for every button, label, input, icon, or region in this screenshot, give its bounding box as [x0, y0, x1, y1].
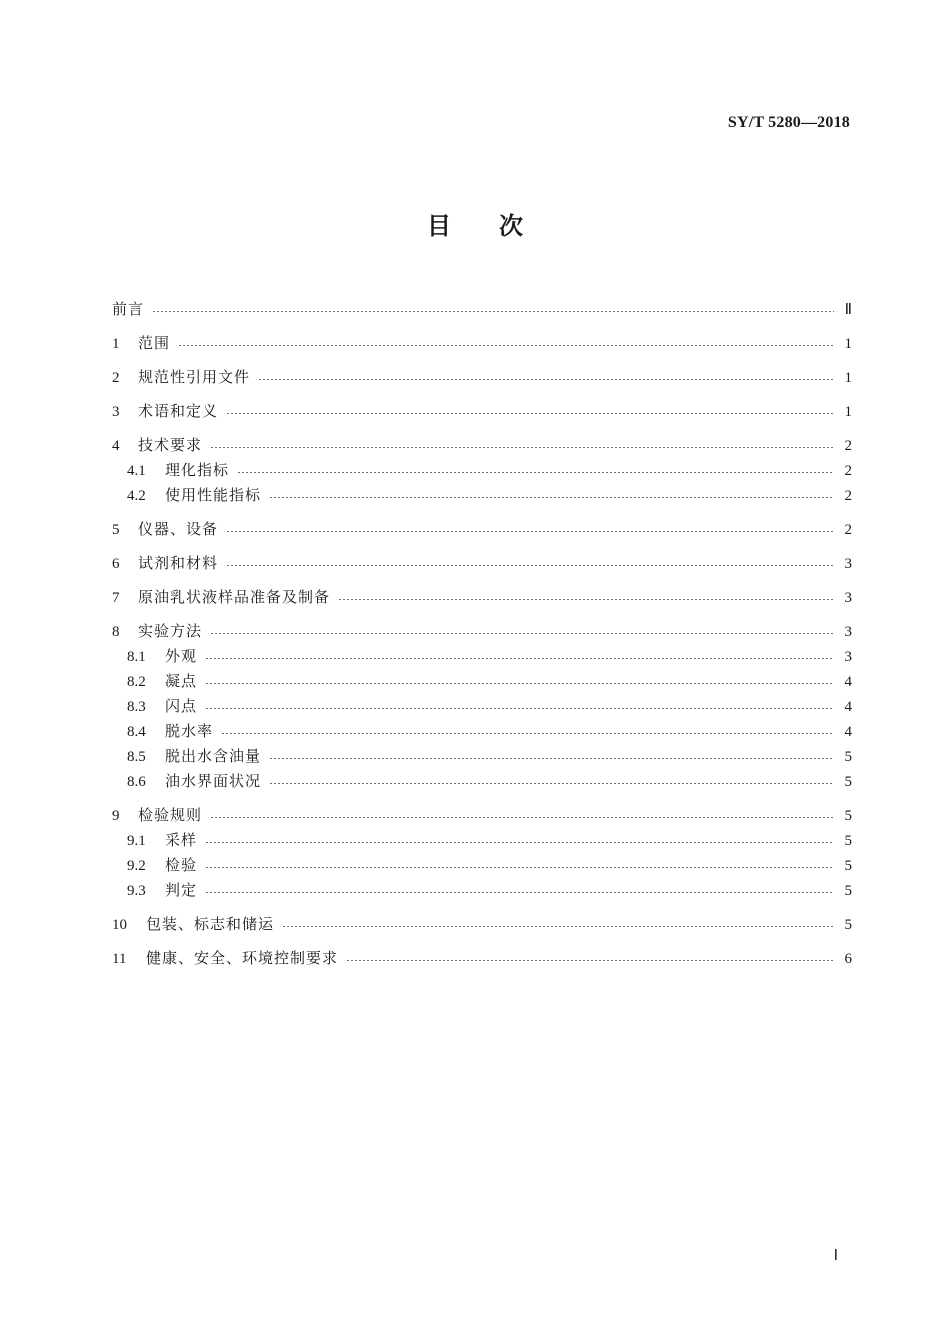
- toc-entry-page: 2: [844, 522, 852, 538]
- toc-entry-label: 检验: [165, 856, 198, 874]
- toc-entry-label: 凝点: [165, 672, 198, 690]
- table-of-contents: [112, 297, 852, 971]
- toc-entry-page: 1: [844, 370, 852, 386]
- toc-entry-page: 1: [844, 336, 852, 352]
- toc-entry-label: 脱水率: [165, 722, 214, 740]
- dot-leader: [282, 926, 834, 927]
- toc-entry-number: 1: [112, 336, 120, 352]
- toc-entry[interactable]: [112, 551, 852, 576]
- toc-entry-label: 脱出水含油量: [165, 747, 262, 765]
- dot-leader: [338, 599, 834, 600]
- dot-leader: [205, 658, 834, 659]
- toc-entry-page: 4: [844, 674, 852, 690]
- toc-entry-page: 5: [844, 883, 852, 899]
- dot-leader: [210, 447, 834, 448]
- dot-leader: [205, 892, 834, 893]
- toc-entry[interactable]: [112, 585, 852, 610]
- toc-entry-page: 2: [844, 488, 852, 504]
- toc-entry-number: 6: [112, 556, 120, 572]
- dot-leader: [205, 708, 834, 709]
- toc-entry[interactable]: [112, 297, 852, 322]
- dot-leader: [269, 758, 834, 759]
- toc-entry-page: 5: [844, 749, 852, 765]
- toc-entry-page: 3: [844, 590, 852, 606]
- toc-entry[interactable]: [112, 517, 852, 542]
- dot-leader: [226, 531, 834, 532]
- dot-leader: [210, 817, 834, 818]
- toc-entry[interactable]: [112, 365, 852, 390]
- dot-leader: [205, 867, 834, 868]
- toc-entry-page: 3: [844, 649, 852, 665]
- toc-entry[interactable]: [112, 619, 852, 644]
- toc-entry-label: 实验方法: [138, 622, 203, 640]
- toc-entry-label: 理化指标: [165, 461, 230, 479]
- toc-entry-label: 原油乳状液样品准备及制备: [138, 588, 331, 606]
- toc-entry-number: 8.2: [127, 674, 146, 690]
- dot-leader: [226, 413, 834, 414]
- toc-entry-label: 前言: [112, 300, 145, 318]
- toc-entry[interactable]: [112, 853, 852, 878]
- toc-entry-number: 10: [112, 917, 127, 933]
- toc-entry-number: 4: [112, 438, 120, 454]
- toc-entry-page: Ⅱ: [844, 302, 852, 318]
- toc-entry-page: 2: [844, 463, 852, 479]
- toc-entry-page: 5: [844, 808, 852, 824]
- toc-entry-label: 油水界面状况: [165, 772, 262, 790]
- toc-entry-label: 使用性能指标: [165, 486, 262, 504]
- toc-entry-label: 闪点: [165, 697, 198, 715]
- toc-entry-number: 8.6: [127, 774, 146, 790]
- toc-entry-label: 检验规则: [138, 806, 203, 824]
- toc-entry[interactable]: [112, 803, 852, 828]
- dot-leader: [269, 497, 834, 498]
- toc-entry-page: 4: [844, 699, 852, 715]
- toc-entry-number: 4.2: [127, 488, 146, 504]
- dot-leader: [178, 345, 834, 346]
- dot-leader: [226, 565, 834, 566]
- toc-entry[interactable]: [112, 483, 852, 508]
- toc-entry-page: 5: [844, 917, 852, 933]
- toc-entry-number: 8.5: [127, 749, 146, 765]
- page-number: Ⅰ: [833, 1248, 838, 1264]
- toc-entry[interactable]: [112, 828, 852, 853]
- toc-entry[interactable]: [112, 458, 852, 483]
- toc-entry-label: 包装、标志和储运: [146, 915, 275, 933]
- dot-leader: [269, 783, 834, 784]
- toc-entry-number: 11: [112, 951, 127, 967]
- toc-entry[interactable]: [112, 719, 852, 744]
- dot-leader: [152, 311, 834, 312]
- toc-entry-number: 9: [112, 808, 120, 824]
- toc-entry-number: 7: [112, 590, 120, 606]
- toc-entry-page: 5: [844, 858, 852, 874]
- toc-entry-number: 8.3: [127, 699, 146, 715]
- toc-entry-page: 6: [844, 951, 852, 967]
- toc-entry-number: 9.2: [127, 858, 146, 874]
- toc-entry-number: 2: [112, 370, 120, 386]
- toc-entry-label: 判定: [165, 881, 198, 899]
- toc-entry-label: 采样: [165, 831, 198, 849]
- toc-entry[interactable]: [112, 878, 852, 903]
- toc-entry-label: 术语和定义: [138, 402, 219, 420]
- toc-entry-number: 9.3: [127, 883, 146, 899]
- toc-entry-label: 仪器、设备: [138, 520, 219, 538]
- toc-entry-label: 外观: [165, 647, 198, 665]
- toc-entry[interactable]: [112, 433, 852, 458]
- page-title: 目次: [427, 211, 571, 240]
- toc-entry-label: 健康、安全、环境控制要求: [146, 949, 339, 967]
- dot-leader: [210, 633, 834, 634]
- toc-entry[interactable]: [112, 946, 852, 971]
- toc-entry-page: 3: [844, 624, 852, 640]
- toc-entry-page: 3: [844, 556, 852, 572]
- dot-leader: [205, 683, 834, 684]
- toc-entry-label: 技术要求: [138, 436, 203, 454]
- toc-entry-page: 1: [844, 404, 852, 420]
- toc-entry-number: 8.4: [127, 724, 146, 740]
- toc-entry[interactable]: [112, 744, 852, 769]
- dot-leader: [221, 733, 834, 734]
- dot-leader: [205, 842, 834, 843]
- toc-entry-number: 3: [112, 404, 120, 420]
- toc-entry-number: 5: [112, 522, 120, 538]
- toc-entry-page: 5: [844, 774, 852, 790]
- standard-code: SY/T 5280—2018: [727, 114, 850, 131]
- toc-entry-page: 5: [844, 833, 852, 849]
- dot-leader: [346, 960, 834, 961]
- toc-entry-number: 8: [112, 624, 120, 640]
- toc-entry[interactable]: [112, 694, 852, 719]
- toc-entry[interactable]: [112, 644, 852, 669]
- toc-entry[interactable]: [112, 769, 852, 794]
- toc-entry-number: 9.1: [127, 833, 146, 849]
- dot-leader: [237, 472, 834, 473]
- toc-entry[interactable]: [112, 912, 852, 937]
- toc-entry[interactable]: [112, 399, 852, 424]
- toc-entry-number: 4.1: [127, 463, 146, 479]
- toc-entry[interactable]: [112, 331, 852, 356]
- toc-entry-page: 2: [844, 438, 852, 454]
- toc-entry-label: 试剂和材料: [138, 554, 219, 572]
- toc-entry-page: 4: [844, 724, 852, 740]
- toc-entry-label: 范围: [138, 334, 171, 352]
- toc-entry-label: 规范性引用文件: [138, 368, 251, 386]
- toc-entry[interactable]: [112, 669, 852, 694]
- dot-leader: [258, 379, 834, 380]
- toc-entry-number: 8.1: [127, 649, 146, 665]
